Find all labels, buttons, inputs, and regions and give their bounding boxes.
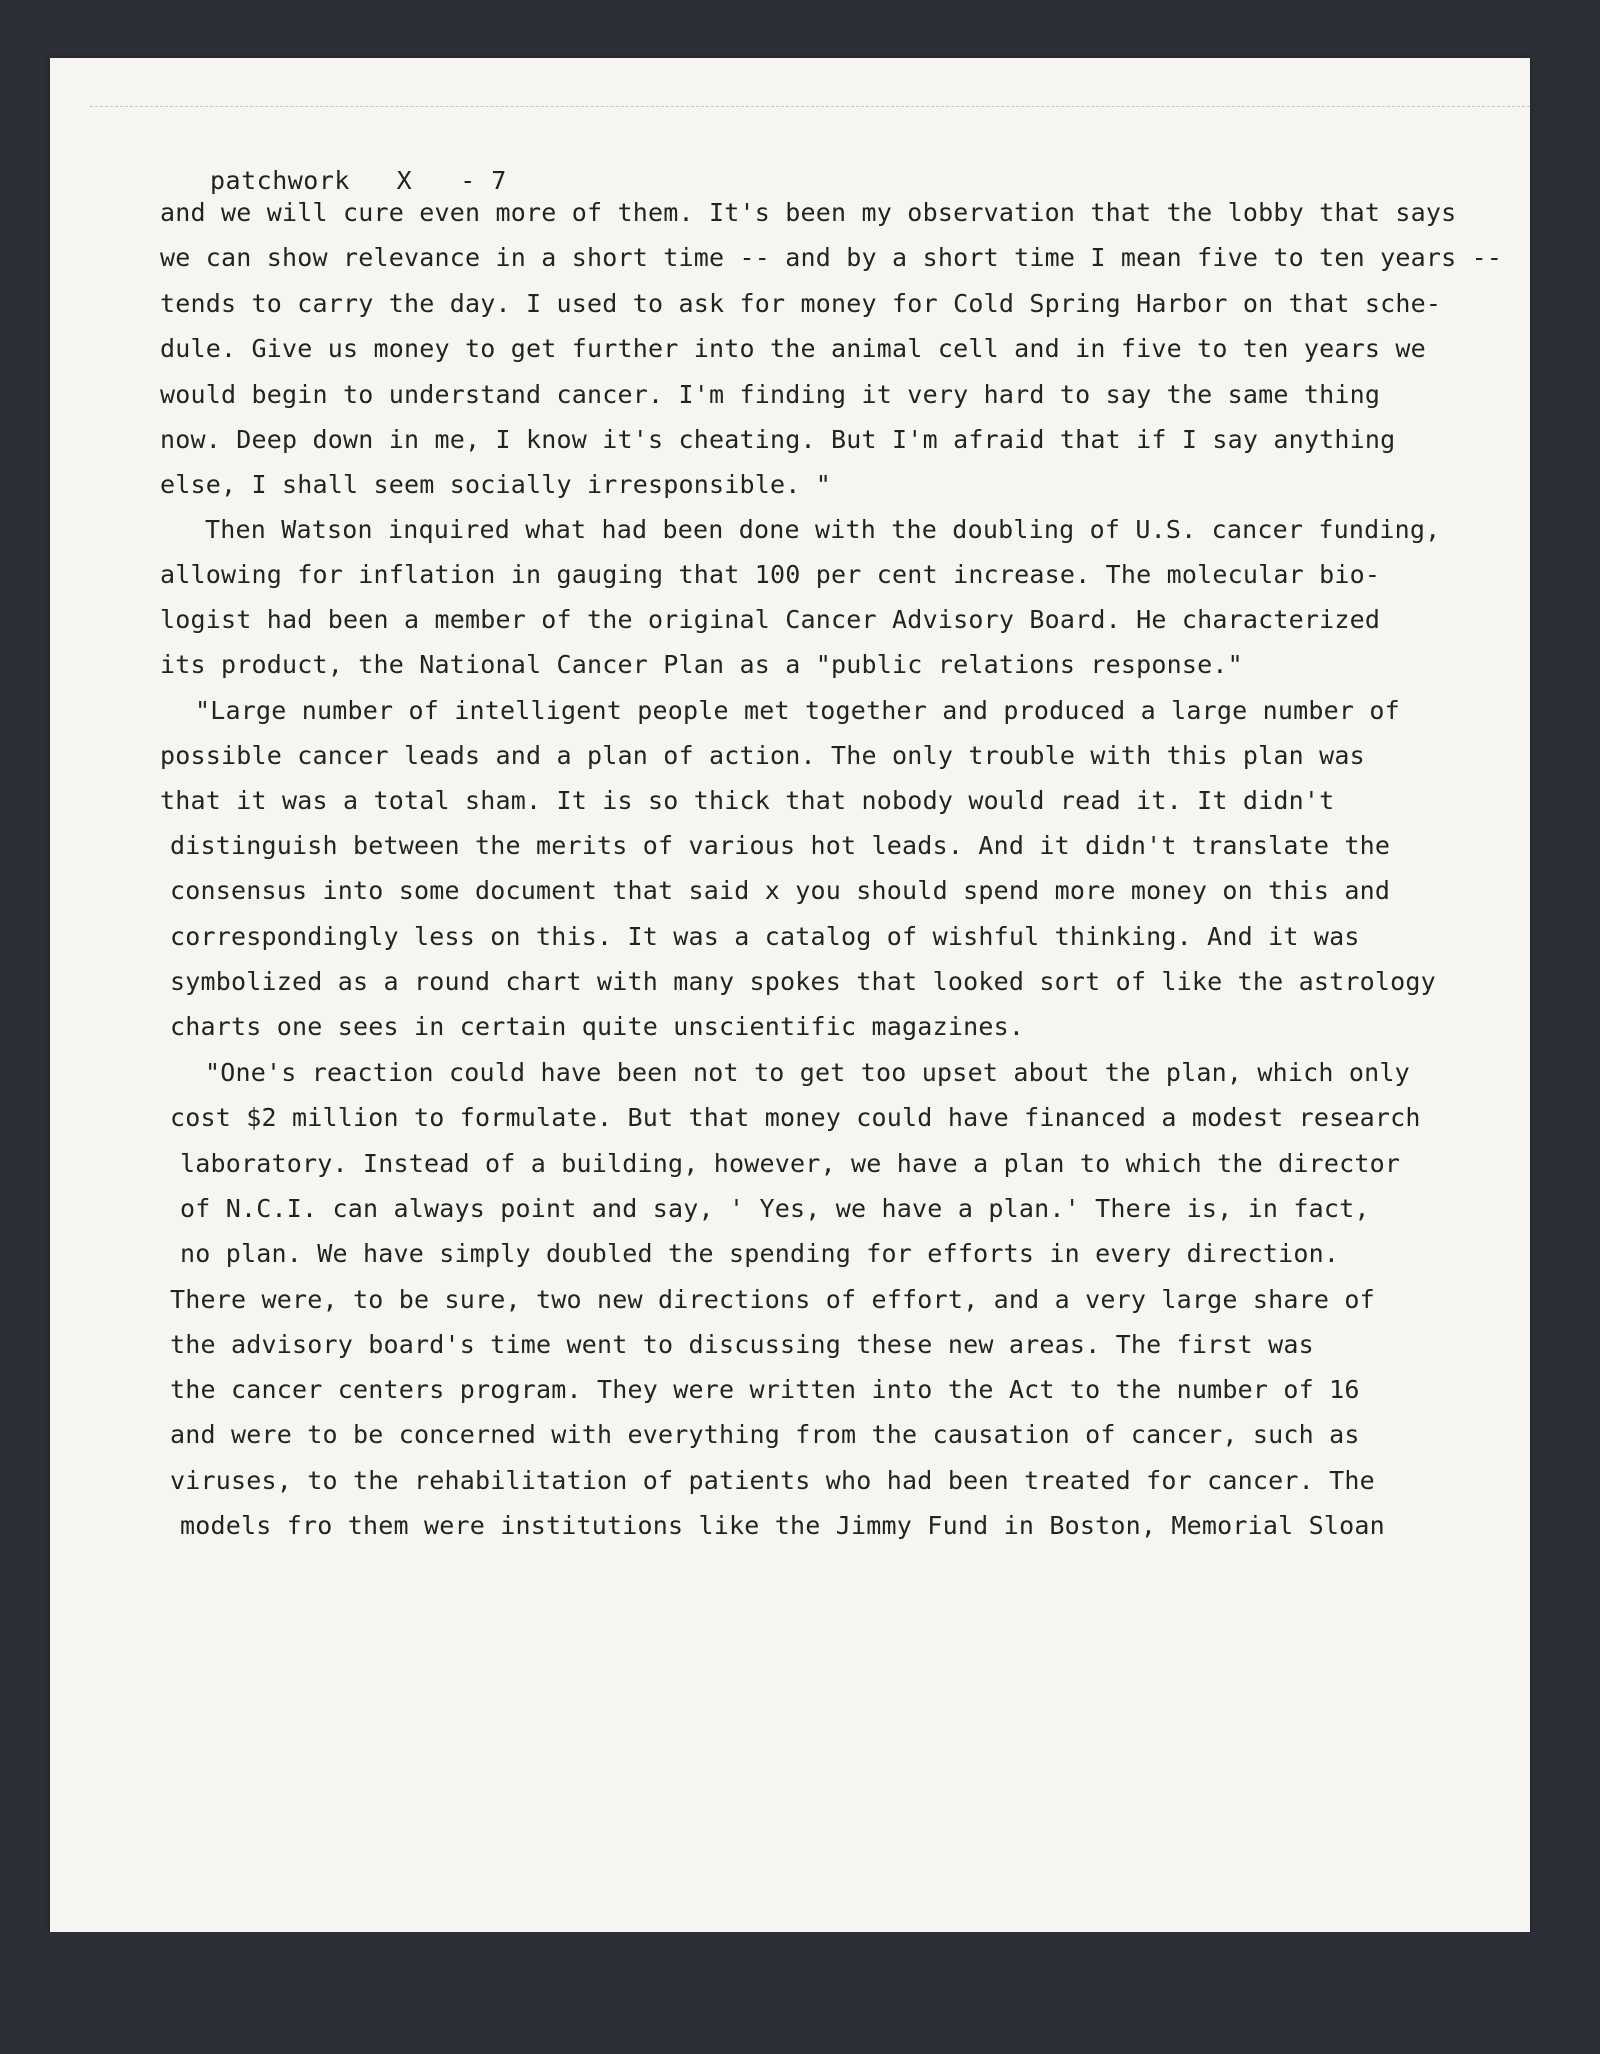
text-line: no plan. We have simply doubled the spending for efforts in every direction. xyxy=(180,1239,1340,1268)
text-line: There were, to be sure, two new directions of effort, and a very large share of xyxy=(170,1285,1375,1314)
text-line: that it was a total sham. It is so thick that nobody would read it. It didn't xyxy=(160,786,1335,815)
text-line: distinguish between the merits of various hot leads. And it didn't translate the xyxy=(170,831,1391,860)
text-line: "Large number of intelligent people met together and produced a large number of xyxy=(195,696,1400,725)
text-line: now. Deep down in me, I know it's cheating. But I'm afraid that if I say anything xyxy=(160,425,1396,454)
text-line: the advisory board's time went to discussing these new areas. The first was xyxy=(170,1330,1314,1359)
text-line: tends to carry the day. I used to ask for money for Cold Spring Harbor on that sche- xyxy=(160,289,1442,318)
text-line: else, I shall seem socially irresponsible. " xyxy=(160,470,832,499)
text-line: its product, the National Cancer Plan as a "public relations response." xyxy=(160,650,1243,679)
text-line: symbolized as a round chart with many spokes that looked sort of like the astrology xyxy=(170,967,1436,996)
text-line: correspondingly less on this. It was a catalog of wishful thinking. And it was xyxy=(170,922,1360,951)
text-line: Then Watson inquired what had been done with the doubling of U.S. cancer funding, xyxy=(205,515,1441,544)
text-line: we can show relevance in a short time -- and by a short time I mean five to ten years -- xyxy=(160,243,1503,272)
header-section: X xyxy=(396,166,413,195)
text-line: would begin to understand cancer. I'm finding it very hard to say the same thing xyxy=(160,380,1381,409)
text-line: the cancer centers program. They were written into the Act to the number of 16 xyxy=(170,1375,1360,1404)
text-line: allowing for inflation in gauging that 100 per cent increase. The molecular bio- xyxy=(160,560,1381,589)
text-line: models fro them were institutions like the Jimmy Fund in Boston, Memorial Sloan xyxy=(180,1511,1385,1540)
header-word: patchwork xyxy=(210,166,350,195)
page-edge-line xyxy=(90,106,1530,107)
text-line: dule. Give us money to get further into the animal cell and in five to ten years we xyxy=(160,334,1426,363)
scan-background-bottom xyxy=(0,1932,1600,2054)
text-line: possible cancer leads and a plan of action. The only trouble with this plan was xyxy=(160,741,1365,770)
text-line: viruses, to the rehabilitation of patients who had been treated for cancer. The xyxy=(170,1466,1375,1495)
text-line: laboratory. Instead of a building, however, we have a plan to which the director xyxy=(180,1149,1401,1178)
text-line: consensus into some document that said x you should spend more money on this and xyxy=(170,876,1391,905)
page-header xyxy=(210,166,507,195)
text-line: logist had been a member of the original Cancer Advisory Board. He characterized xyxy=(160,605,1381,634)
text-line: and we will cure even more of them. It's been my observation that the lobby that says xyxy=(160,198,1457,227)
header-page-number: - 7 xyxy=(460,166,507,195)
text-line: of N.C.I. can always point and say, ' Yes, we have a plan.' There is, in fact, xyxy=(180,1194,1370,1223)
text-line: "One's reaction could have been not to get too upset about the plan, which only xyxy=(205,1058,1410,1087)
text-line: and were to be concerned with everything from the causation of cancer, such as xyxy=(170,1420,1360,1449)
typed-page xyxy=(50,58,1530,1988)
text-line: charts one sees in certain quite unscientific magazines. xyxy=(170,1012,1025,1041)
text-line: cost $2 million to formulate. But that money could have financed a modest research xyxy=(170,1103,1421,1132)
